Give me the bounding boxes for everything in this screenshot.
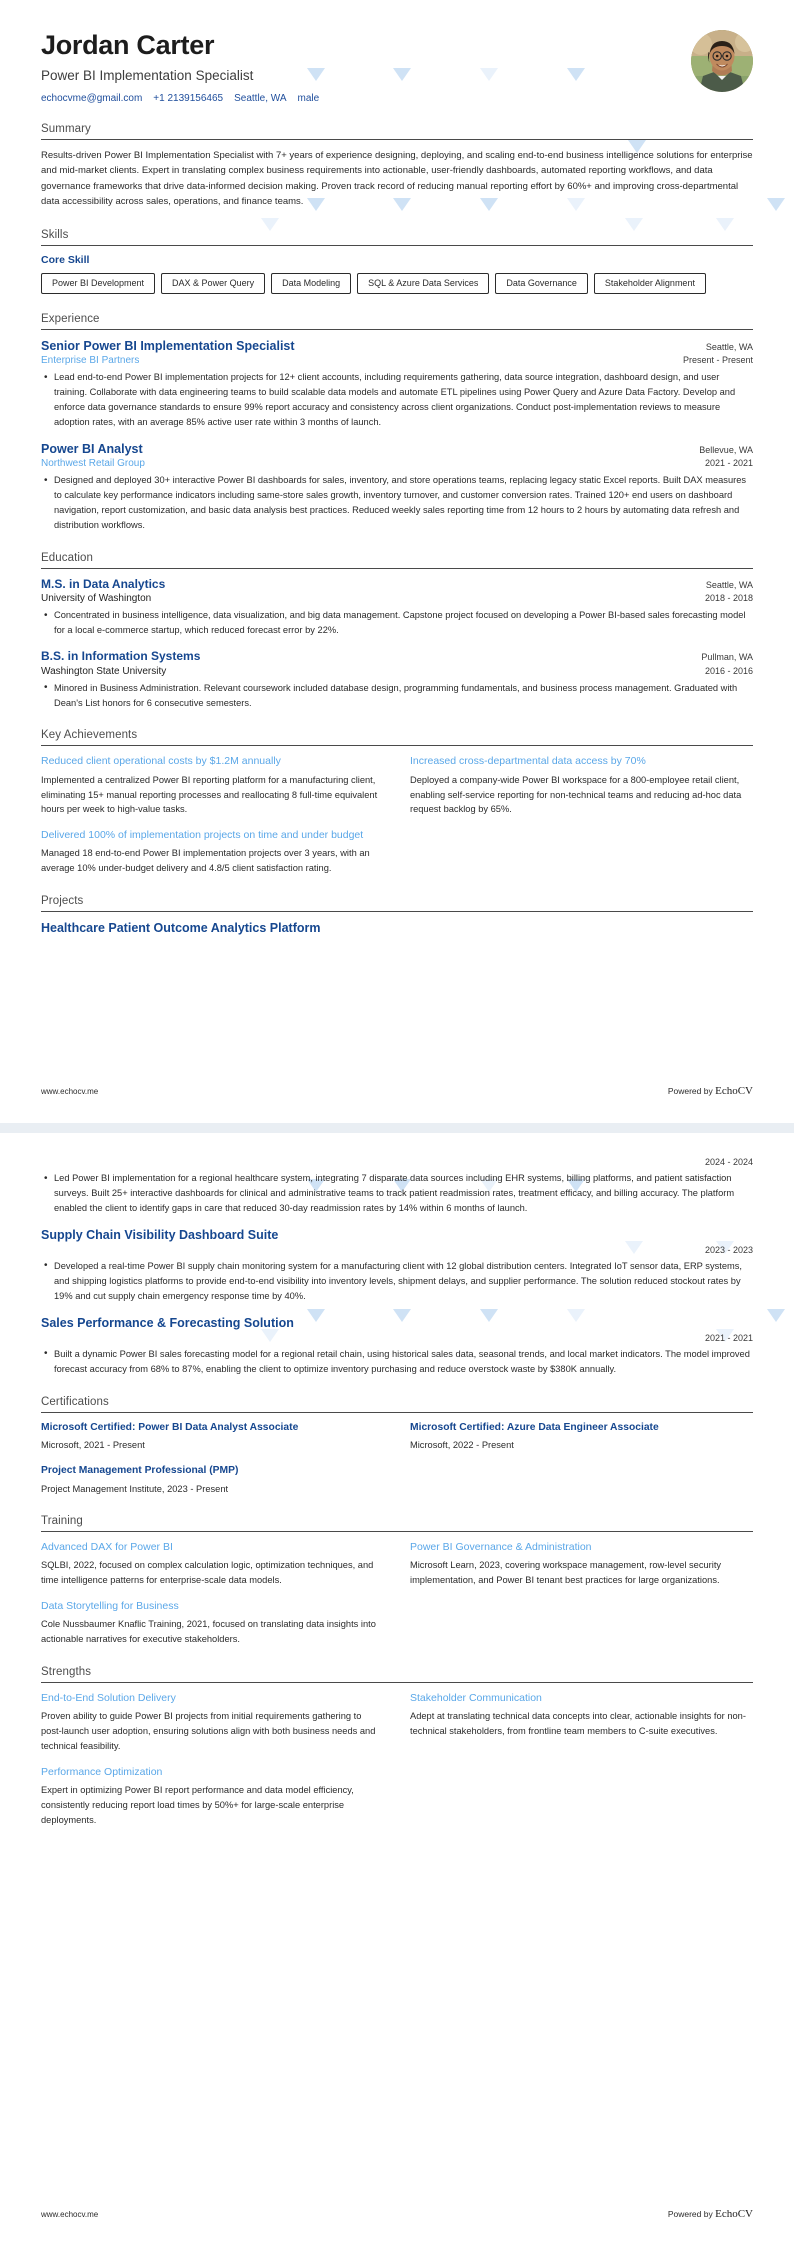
education-dates: 2018 - 2018 [704,593,753,604]
education-entry [41,649,753,710]
section-skills [41,229,753,295]
page-footer [41,2208,753,2220]
education-entry [41,577,753,638]
strengths-column-right [410,1691,753,1828]
section-heading-strengths: Strengths [41,1666,753,1683]
strength-title: Performance Optimization [41,1765,163,1778]
project-bullets [41,1347,753,1377]
skill-tag: Data Governance [495,273,588,295]
section-strengths [41,1666,753,1828]
summary-text: Results-driven Power BI Implementation Specialist with 7+ years of experience designing, deploying, and scaling end-to-end business intelligence solutions for enterprise and mid-market clients. Expert in translating complex business requirements into actionable, user-friendly dashboards, automated reporting workflows, and data governance frameworks that drive data-informed decision making. Proven track record of reducing manual reporting effort by 60%+ and improving cross-departmental data accessibility across sales, operations, and finance teams. [41,150,753,208]
project-bullets [41,1259,753,1304]
education-bullets [41,608,753,638]
training-desc: Cole Nussbaumer Knaflic Training, 2021, focused on translating data insights into actionable narratives for executive stakeholders. [41,1619,376,1645]
section-summary [41,123,753,210]
project-dates: 2023 - 2023 [704,1244,753,1255]
strength-title: End-to-End Solution Delivery [41,1692,176,1705]
strength-desc: Expert in optimizing Power BI report performance and data model efficiency, consistently reducing report load times by 50%+ for large-scale enterprise deployments. [41,1785,354,1825]
footer-brand [668,2208,753,2220]
education-degree: M.S. in Data Analytics [41,576,166,591]
training-title: Power BI Governance & Administration [410,1541,592,1554]
section-heading-experience: Experience [41,313,753,330]
training-desc: Microsoft Learn, 2023, covering workspace management, row-level security implementation, and Power BI tenant best practices for large organizations. [410,1560,722,1586]
section-experience [41,313,753,533]
certifications-column-left [41,1421,384,1497]
skill-tag: Stakeholder Alignment [594,273,706,295]
skill-tag: Data Modeling [271,273,351,295]
project-entry [41,1227,753,1304]
footer-brand [668,1085,753,1097]
certification-item [410,1421,753,1453]
footer-url[interactable]: www.echocv.me [41,2209,99,2219]
project-bullets [41,1171,753,1216]
achievement-desc: Managed 18 end-to-end Power BI implementation projects over 3 years, with an average 10% under-budget delivery and 4.8/5 client satisfaction rating. [41,848,370,874]
section-heading-education: Education [41,552,753,569]
certification-meta: Microsoft, 2021 - Present [41,1440,145,1451]
strength-title: Stakeholder Communication [410,1692,542,1705]
contact-gender: male [297,93,320,105]
avatar [691,30,753,92]
footer-brand-name: EchoCV [715,2208,753,2220]
contact-location: Seattle, WA [234,93,287,105]
list-item: • Lead end-to-end Power BI implementation projects for 12+ client accounts, including requirements gathering, data source integration, dashboard design, and user training. Collaborate with data engineering teams to build scalable data models and automate ETL pipelines using Power Query and Azure Data Factory. Develop and enforce data governance standards to ensure 99% report accuracy and consistency across client organizations. Conduct post-implementation reviews to measure adoption rates, with an average 85% active user rate within 3 months of launch. [41,370,753,430]
project-title: Sales Performance & Forecasting Solution [41,1315,294,1330]
list-item: • Concentrated in business intelligence, data visualization, and big data management. Capstone project focused on developing a Power BI-based sales forecasting model for a local e-commerce startup, which reduced forecast error by 22%. [41,608,753,638]
section-projects-continued [41,1157,753,1377]
project-dates: 2021 - 2021 [704,1332,753,1343]
page-title: Jordan Carter [41,30,215,60]
strengths-column-left [41,1691,384,1828]
experience-location: Seattle, WA [705,342,753,353]
education-degree: B.S. in Information Systems [41,649,201,664]
section-heading-certifications: Certifications [41,1396,753,1413]
experience-company: Northwest Retail Group [41,458,145,470]
list-item: • Built a dynamic Power BI sales forecasting model for a regional retail chain, using historical sales data, seasonal trends, and local market indicators. The model improved forecast accuracy from 68% to 87%, enabling the client to optimize inventory purchasing and reduce overstock waste by $380K annually. [41,1347,753,1377]
achievement-item [41,828,384,876]
training-title: Advanced DAX for Power BI [41,1541,173,1554]
section-certifications [41,1396,753,1497]
education-dates: 2016 - 2016 [704,665,753,676]
certification-title: Microsoft Certified: Azure Data Engineer Associate [410,1421,659,1433]
skill-tag: Power BI Development [41,273,155,295]
skill-group-title: Core Skill [41,253,90,266]
training-title: Data Storytelling for Business [41,1600,179,1613]
education-location: Pullman, WA [701,652,753,663]
footer-powered-by-label: Powered by [667,1086,713,1096]
strength-item [41,1765,384,1828]
skill-tag-list [41,273,753,295]
education-school: University of Washington [41,593,152,605]
training-column-left [41,1540,384,1647]
experience-dates: Present - Present [682,355,753,366]
strength-desc: Adept at translating technical data concepts into clear, actionable insights for non-technical stakeholders, from frontline team members to C-suite executives. [410,1711,746,1737]
project-title: Healthcare Patient Outcome Analytics Platform [41,921,321,936]
contact-phone[interactable]: +1 2139156465 [153,93,224,105]
list-item: • Minored in Business Administration. Relevant coursework included database design, programming fundamentals, and business process management. Graduated with Dean's List honors for 6 consecutive semesters. [41,681,753,711]
experience-dates: 2021 - 2021 [704,458,753,469]
training-column-right [410,1540,753,1647]
certification-meta: Microsoft, 2022 - Present [410,1440,514,1451]
training-item [41,1599,384,1647]
achievement-title: Increased cross-departmental data access by 70% [410,755,646,768]
achievement-title: Delivered 100% of implementation projects on time and under budget [41,829,364,842]
section-heading-key-achievements: Key Achievements [41,729,753,746]
footer-brand-name: EchoCV [715,1085,753,1097]
education-location: Seattle, WA [705,579,753,590]
project-entry [41,920,753,936]
experience-entry [41,441,753,533]
certifications-column-right [410,1421,753,1497]
section-projects [41,895,753,936]
achievements-column-left [41,754,384,876]
project-title: Supply Chain Visibility Dashboard Suite [41,1227,279,1242]
project-dates: 2024 - 2024 [704,1157,753,1167]
certification-title: Microsoft Certified: Power BI Data Analyst Associate [41,1421,299,1433]
section-heading-summary: Summary [41,123,753,140]
project-entry [41,1157,753,1216]
certification-meta: Project Management Institute, 2023 - Present [41,1483,229,1494]
page-footer [41,1085,753,1097]
achievement-item [410,754,753,817]
resume-page-2 [0,1133,794,2246]
section-heading-projects: Projects [41,895,753,912]
section-heading-training: Training [41,1515,753,1532]
experience-title: Power BI Analyst [41,441,143,456]
training-item [41,1540,384,1588]
experience-company: Enterprise BI Partners [41,355,140,367]
project-entry [41,1315,753,1377]
education-bullets [41,681,753,711]
achievement-item [41,754,384,817]
achievement-desc: Implemented a centralized Power BI reporting platform for a manufacturing client, eliminating 15+ manual reporting processes and reallocating 8 full-time equivalent hours per week to high-value tasks. [41,774,378,815]
section-training [41,1515,753,1647]
training-desc: SQLBI, 2022, focused on complex calculation logic, optimization techniques, and time intelligence patterns for enterprise-scale data models. [41,1560,374,1586]
strength-item [41,1691,384,1754]
experience-entry [41,338,753,430]
experience-bullets [41,473,753,533]
experience-bullets [41,370,753,430]
training-item [410,1540,753,1588]
footer-powered-by-label: Powered by [667,2209,713,2219]
strength-desc: Proven ability to guide Power BI projects from initial requirements gathering to post-launch user adoption, ensuring solutions align with both business needs and technical feasibility. [41,1711,376,1752]
achievement-desc: Deployed a company-wide Power BI workspace for a 800-employee retail client, enabling self-service reporting for non-technical teams and reducing ad-hoc data request backlog by 65%. [410,774,742,815]
certification-item [41,1421,384,1453]
certification-item [41,1464,384,1496]
strength-item [410,1691,753,1739]
page-separator [0,1123,794,1133]
achievements-column-right [410,754,753,876]
skill-tag: SQL & Azure Data Services [357,273,489,295]
list-item: • Designed and deployed 30+ interactive Power BI dashboards for sales, inventory, and store operations teams, replacing legacy static Excel reports. Built DAX measures to calculate key performance indicators including same-store sales growth, inventory turnover, and customer conversion rates. Trained 120+ end users on dashboard navigation, report customization, and basic data analysis best practices. Reduced weekly sales reporting time from 12 hours to 2 hours by automating data refresh and distribution workflows. [41,473,753,533]
education-school: Washington State University [41,665,167,677]
list-item: • Led Power BI implementation for a regional healthcare system, integrating 7 disparate data sources including EHR systems, billing platforms, and patient satisfaction surveys. Built 25+ interactive dashboards for clinical and administrative teams to track patient readmission rates, treatment efficacy, and billing accuracy. The platform enabled the client to identify gaps in care that reduced 30-day readmission rates by 14% within 6 months of launch. [41,1171,753,1216]
experience-title: Senior Power BI Implementation Specialist [41,339,295,354]
achievement-title: Reduced client operational costs by $1.2M annually [41,755,281,768]
certification-title: Project Management Professional (PMP) [41,1464,239,1476]
skill-tag: DAX & Power Query [161,273,265,295]
resume-header [41,28,753,104]
section-education [41,552,753,711]
list-item: • Developed a real-time Power BI supply chain monitoring system for a manufacturing client with 12 global distribution centers. Integrated IoT sensor data, ERP systems, and shipping logistics platforms to provide end-to-end visibility into inventory levels, shipment delays, and supplier performance. The solution reduced stockout rates by 19% and cut supply chain emergency response time by 40%. [41,1259,753,1304]
footer-url[interactable]: www.echocv.me [41,1086,99,1096]
header-job-title: Power BI Implementation Specialist [41,68,254,84]
experience-location: Bellevue, WA [699,444,753,455]
section-key-achievements [41,729,753,876]
contact-info-row [41,93,319,104]
section-heading-skills: Skills [41,229,753,246]
contact-email[interactable]: echocvme@gmail.com [41,93,143,105]
